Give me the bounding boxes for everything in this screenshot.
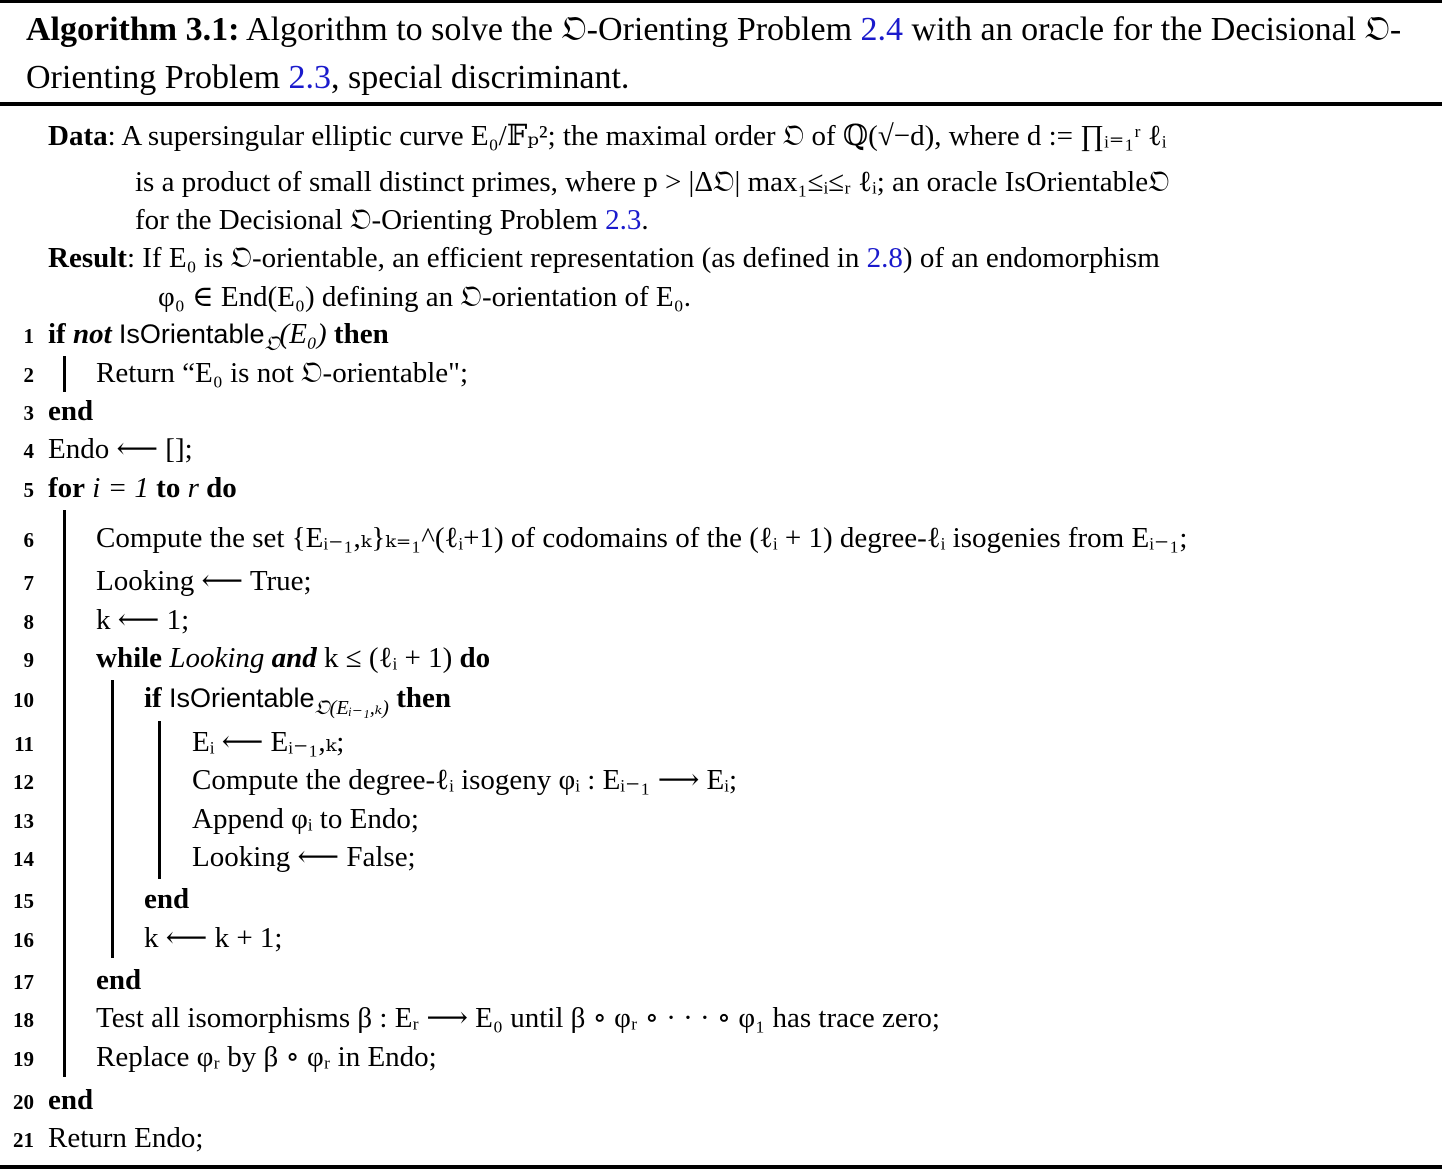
line-number: 14: [13, 847, 34, 871]
keyword-then: then: [333, 318, 389, 350]
result-ref-definition-2-8[interactable]: 2.8: [866, 242, 903, 274]
keyword-do: do: [206, 472, 237, 504]
function-isorientable: IsOrientable: [118, 319, 265, 349]
result-line-1a: If E₀ is 𝔒-orientable, an efficient representation (as defined in: [142, 242, 867, 274]
function-subscript: 𝔒(Eᵢ₋₁,ₖ): [314, 696, 389, 719]
line-number: 11: [14, 732, 34, 756]
inner-if-block-bar: [158, 721, 161, 879]
result-block: Result: If E₀ is 𝔒-orientable, an efficient representation (as defined in 2.8) of an endomorphism: [48, 242, 1160, 274]
code-line-7: Looking ⟵ True;: [96, 565, 312, 597]
caption-ref-problem-2-4[interactable]: 2.4: [860, 11, 904, 48]
data-line-1: A supersingular elliptic curve E₀/𝔽ₚ²; the maximal order 𝔒 of ℚ(√−d), where d := ∏ᵢ₌₁ʳ ℓᵢ: [121, 120, 1167, 152]
result-line-1b: ) of an endomorphism: [902, 242, 1160, 274]
code-line-21: Return Endo;: [48, 1122, 204, 1154]
line-number: 15: [13, 889, 34, 913]
data-ref-problem-2-3[interactable]: 2.3: [605, 204, 642, 236]
line-number: 2: [23, 363, 34, 387]
code-line-17: end: [96, 964, 142, 996]
keyword-do: do: [459, 642, 491, 674]
keyword-then: then: [396, 682, 451, 714]
code-line-12: Compute the degree-ℓᵢ isogeny φᵢ : Eᵢ₋₁ ⟶ Eᵢ;: [192, 764, 738, 796]
code-line-3: end: [48, 395, 94, 427]
line-number: 7: [23, 571, 34, 595]
code-line-11: Eᵢ ⟵ Eᵢ₋₁,ₖ;: [192, 726, 345, 758]
caption-text-b: with an oracle for the Decisional 𝔒-Orienting Problem: [26, 11, 1402, 96]
line-number: 5: [23, 478, 34, 502]
keyword-to: to: [156, 472, 181, 504]
code-line-9: [96, 640, 490, 676]
caption-ref-problem-2-3[interactable]: 2.3: [288, 59, 332, 96]
for-init: i = 1: [85, 472, 157, 504]
keyword-if: if: [48, 318, 66, 350]
line-number: 20: [13, 1090, 34, 1114]
result-label: Result: [48, 242, 127, 274]
line-number: 21: [13, 1128, 34, 1152]
keyword-while: while: [96, 642, 163, 674]
code-line-4: Endo ⟵ [];: [48, 433, 193, 465]
function-isorientable: IsOrientable: [168, 683, 315, 713]
keyword-for: for: [48, 472, 86, 504]
code-line-20: end: [48, 1084, 94, 1116]
code-line-8: k ⟵ 1;: [96, 604, 190, 636]
result-line-2-row: [158, 278, 691, 316]
result-line-2: φ₀ ∈ End(E₀) defining an 𝔒-orientation of E₀.: [158, 281, 691, 313]
line-number: 3: [23, 401, 34, 425]
while-cond-b: k ≤ (ℓᵢ + 1): [316, 642, 460, 674]
for-bound: r: [180, 472, 207, 504]
code-line-5: [48, 470, 237, 506]
data-line-2: is a product of small distinct primes, where p > |Δ𝔒| max₁≤ᵢ≤ᵣ ℓᵢ; an oracle IsOrientable𝔒: [135, 166, 1170, 198]
line-number: 13: [13, 809, 34, 833]
while-block-bar: [111, 680, 114, 958]
keyword-not: not: [72, 318, 112, 350]
while-cond-a: Looking: [162, 642, 272, 674]
bottom-rule: [0, 1165, 1442, 1169]
if-block-bar: [63, 356, 66, 392]
code-line-16: k ⟵ k + 1;: [144, 922, 283, 954]
data-label: Data: [48, 120, 108, 152]
data-line-2-row: [135, 163, 1170, 201]
code-line-1: [48, 316, 389, 355]
keyword-and: and: [271, 642, 317, 674]
caption-text-c: , special discriminant.: [331, 59, 630, 96]
line-number: 18: [13, 1008, 34, 1032]
top-rule: [0, 0, 1442, 3]
for-block-bar: [63, 510, 66, 1077]
line-number: 10: [13, 688, 34, 712]
caption-text-a: Algorithm to solve the 𝔒-Orienting Problem: [239, 11, 861, 48]
function-argument: (E₀): [279, 318, 327, 350]
data-line-3b: .: [641, 204, 649, 236]
line-number: 19: [13, 1047, 34, 1071]
line-number: 9: [23, 648, 34, 672]
code-line-15: end: [144, 883, 190, 915]
code-line-19: Replace φᵣ by β ∘ φᵣ in Endo;: [96, 1041, 437, 1073]
algorithm-caption: [26, 6, 1426, 102]
function-subscript: 𝔒: [264, 332, 280, 355]
line-number: 8: [23, 610, 34, 634]
data-line-3-row: [135, 201, 649, 239]
line-number: 16: [13, 928, 34, 952]
caption-rule: [0, 102, 1442, 106]
code-line-6: Compute the set {Eᵢ₋₁,ₖ}ₖ₌₁^(ℓᵢ+1) of codomains of the (ℓᵢ + 1) degree-ℓᵢ isogenies from Eᵢ₋₁;: [96, 522, 1188, 554]
line-number: 17: [13, 970, 34, 994]
data-line-3a: for the Decisional 𝔒-Orienting Problem: [135, 204, 606, 236]
code-line-14: Looking ⟵ False;: [192, 841, 416, 873]
code-line-18: Test all isomorphisms β : Eᵣ ⟶ E₀ until β ∘ φᵣ ∘ · · · ∘ φ₁ has trace zero;: [96, 1002, 940, 1034]
code-line-10: [144, 680, 451, 719]
code-line-13: Append φᵢ to Endo;: [192, 803, 419, 835]
line-number: 12: [13, 770, 34, 794]
line-number: 1: [23, 324, 34, 348]
data-block: Data: A supersingular elliptic curve E₀/𝔽ₚ²; the maximal order 𝔒 of ℚ(√−d), where d := ∏ᵢ₌₁ʳ ℓᵢ: [48, 120, 1167, 152]
code-line-2: Return “E₀ is not 𝔒-orientable";: [96, 357, 469, 389]
algorithm-label: Algorithm 3.1:: [26, 11, 240, 48]
line-number: 6: [23, 528, 34, 552]
keyword-if: if: [144, 682, 162, 714]
line-number: 4: [23, 439, 34, 463]
